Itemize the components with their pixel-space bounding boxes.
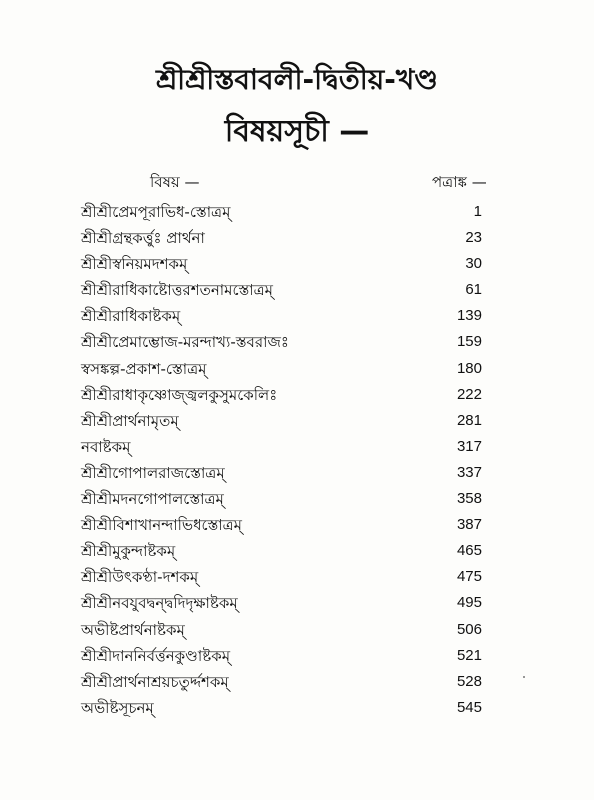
toc-entry-title: শ্রীশ্রীরাধিকাষ্টকম্ bbox=[81, 307, 181, 326]
toc-entry-page: 358 bbox=[456, 490, 482, 508]
toc-entry-page: 1 bbox=[473, 203, 482, 220]
toc-entry-page: 281 bbox=[456, 411, 482, 429]
toc-entry-page: 495 bbox=[456, 594, 482, 612]
toc-entry-title: শ্রীশ্রীউৎকণ্ঠা-দশকম্ bbox=[81, 568, 199, 587]
toc-entry bbox=[0, 463, 594, 489]
toc-entry-title: শ্রীশ্রীমদনগোপালস্তোত্রম্ bbox=[81, 490, 224, 509]
toc-entry-title: শ্রীশ্রীবিশাখানন্দাভিধস্তোত্রম্ bbox=[81, 516, 243, 535]
toc-entry bbox=[0, 385, 594, 411]
table-of-contents bbox=[0, 202, 594, 724]
toc-entry-title: অভীষ্টপ্রার্থনাষ্টকম্ bbox=[81, 620, 185, 639]
toc-entry-title: শ্রীশ্রীদাননির্বর্ত্তনকুণ্ডাষ্টকম্ bbox=[81, 646, 231, 665]
toc-entry-title: স্বসঙ্কল্প-প্রকাশ-স্তোত্রম্ bbox=[81, 359, 207, 378]
toc-entry bbox=[0, 332, 594, 358]
toc-entry-page: 521 bbox=[456, 646, 482, 664]
toc-entry bbox=[0, 698, 594, 724]
toc-entry-title: নবাষ্টকম্ bbox=[81, 437, 131, 456]
toc-entry-page: 317 bbox=[456, 437, 482, 455]
page-column-header: পত্রাঙ্ক — bbox=[432, 173, 487, 191]
toc-entry-page: 222 bbox=[456, 385, 482, 403]
toc-entry-title: শ্রীশ্রীরাধিকাষ্টোত্তরশতনামস্তোত্রম্ bbox=[81, 281, 273, 300]
toc-entry-title: শ্রীশ্রীগোপালরাজস্তোত্রম্ bbox=[81, 463, 225, 482]
toc-entry bbox=[0, 489, 594, 515]
toc-entry-title: শ্রীশ্রীনবযুবদ্বন্দ্বদিদৃক্ষাষ্টকম্ bbox=[81, 594, 238, 613]
toc-entry bbox=[0, 541, 594, 567]
toc-entry-page: 159 bbox=[456, 333, 482, 351]
book-title: শ্রীশ্রীস্তবাবলী-দ্বিতীয়-খণ্ড bbox=[155, 63, 439, 96]
toc-entry bbox=[0, 515, 594, 541]
toc-entry-title: শ্রীশ্রীমুকুন্দাষ্টকম্ bbox=[81, 542, 176, 561]
toc-entry bbox=[0, 202, 594, 228]
toc-entry-title: শ্রীশ্রীপ্রেমপূরাভিধ-স্তোত্রম্ bbox=[81, 203, 231, 221]
toc-entry bbox=[0, 646, 594, 672]
toc-entry bbox=[0, 437, 594, 463]
toc-entry-page: 23 bbox=[465, 229, 482, 247]
toc-entry-page: 337 bbox=[456, 463, 482, 481]
paper-speck bbox=[523, 676, 525, 678]
toc-entry bbox=[0, 672, 594, 698]
toc-entry-page: 506 bbox=[456, 620, 482, 638]
toc-entry-page: 528 bbox=[456, 672, 482, 690]
topic-column-header: বিষয় — bbox=[150, 173, 200, 191]
contents-heading: বিষয়সূচী — bbox=[224, 114, 370, 149]
toc-entry-title: শ্রীশ্রীস্বনিয়মদশকম্ bbox=[81, 255, 188, 274]
toc-entry-page: 180 bbox=[456, 359, 482, 377]
toc-entry bbox=[0, 306, 594, 332]
toc-entry-page: 61 bbox=[465, 281, 482, 299]
toc-entry-page: 475 bbox=[456, 568, 482, 586]
toc-entry-title: শ্রীশ্রীগ্রন্থকর্ত্তুঃ প্রার্থনা bbox=[81, 229, 205, 248]
toc-entry-page: 465 bbox=[456, 542, 482, 560]
toc-entry bbox=[0, 411, 594, 437]
toc-entry-page: 30 bbox=[465, 255, 482, 273]
toc-entry-page: 139 bbox=[456, 307, 482, 325]
toc-entry bbox=[0, 280, 594, 306]
toc-entry-title: শ্রীশ্রীপ্রার্থনাশ্রয়চতুর্দ্দশকম্ bbox=[81, 672, 229, 691]
toc-entry bbox=[0, 359, 594, 385]
toc-entry bbox=[0, 620, 594, 646]
toc-entry-title: অভীষ্টসূচনম্ bbox=[81, 698, 154, 717]
toc-entry-page: 387 bbox=[456, 516, 482, 534]
toc-entry bbox=[0, 254, 594, 280]
toc-entry-page: 545 bbox=[456, 698, 482, 716]
toc-entry-title: শ্রীশ্রীপ্রার্থনামৃতম্ bbox=[81, 411, 179, 430]
toc-entry-title: শ্রীশ্রীরাধাকৃষ্ণোজ্জ্বলকুসুমকেলিঃ bbox=[81, 385, 278, 404]
toc-entry-title: শ্রীশ্রীপ্রেমাম্ভোজ-মরন্দাখ্য-স্তবরাজঃ bbox=[81, 333, 289, 352]
toc-entry bbox=[0, 567, 594, 593]
toc-entry bbox=[0, 228, 594, 254]
toc-entry bbox=[0, 593, 594, 619]
